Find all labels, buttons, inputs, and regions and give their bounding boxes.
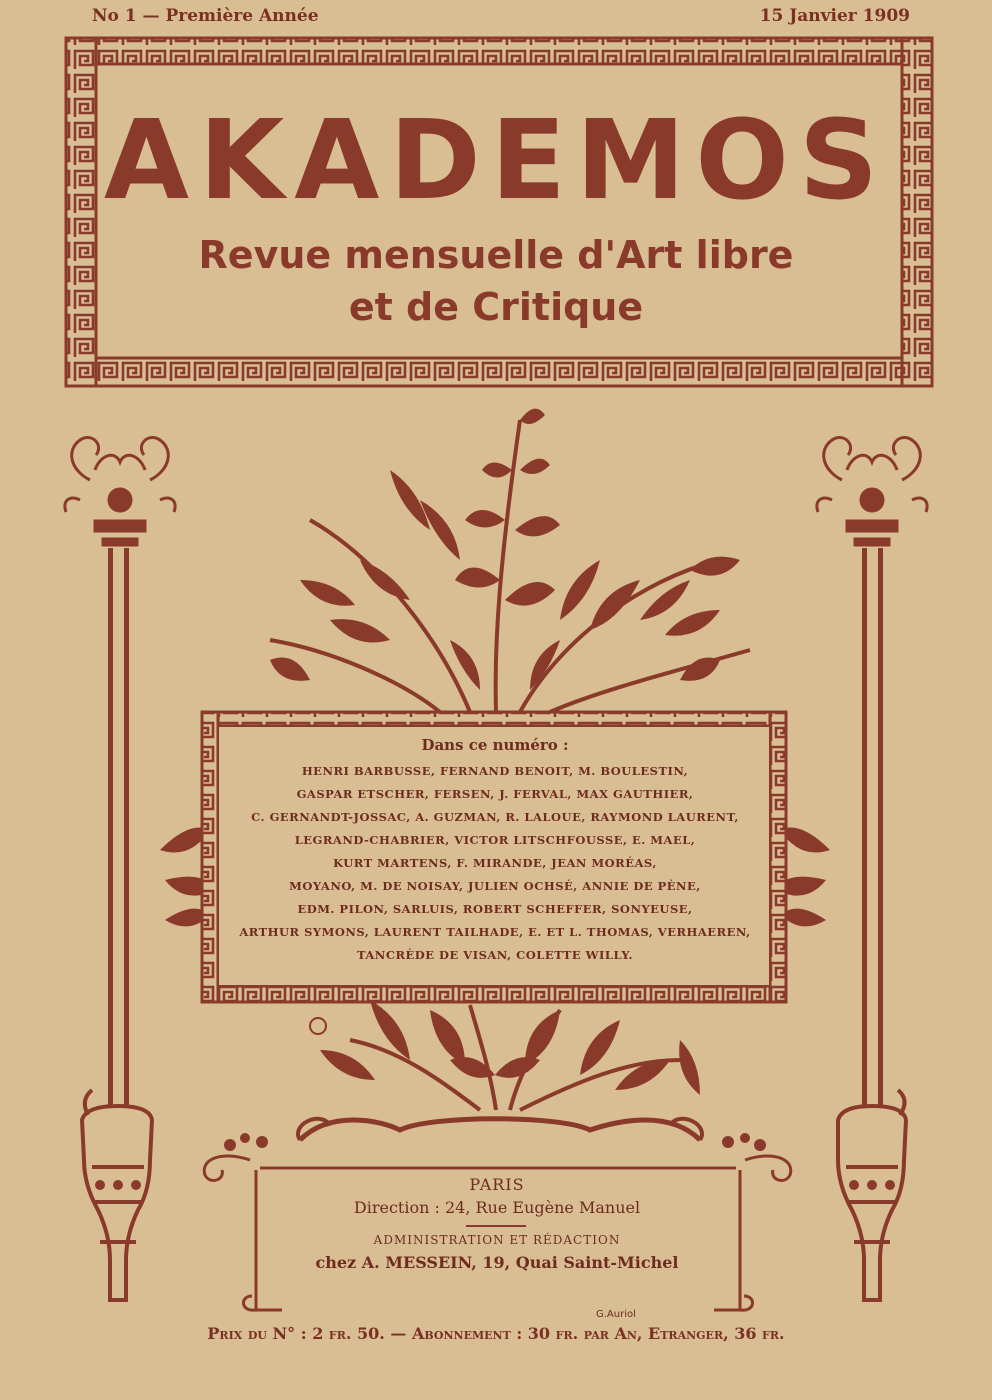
magazine-subtitle-line2: et de Critique xyxy=(348,285,644,329)
magazine-title: AKADEMOS xyxy=(103,96,889,224)
contributors-line: ARTHUR SYMONS, LAURENT TAILHADE, E. ET L. THOMAS, VERHAEREN, xyxy=(239,925,751,939)
magazine-subtitle-line1: Revue mensuelle d'Art libre xyxy=(198,233,794,277)
contributors-line: HENRI BARBUSSE, FERNAND BENOIT, M. BOULESTIN, xyxy=(301,764,689,778)
issue-date: 15 Janvier 1909 xyxy=(759,6,910,26)
right-column-ornament xyxy=(776,438,927,1300)
artist-signature: G.Auriol xyxy=(596,1309,636,1320)
contributors-line: GASPAR ETSCHER, FERSEN, J. FERVAL, MAX GAUTHIER, xyxy=(296,787,694,801)
laurel-bouquet xyxy=(270,409,750,712)
contributors-line: MOYANO, M. DE NOISAY, JULIEN OCHSÉ, ANNIE DE PÈNE, xyxy=(289,879,701,893)
imprint-direction: Direction : 24, Rue Eugène Manuel xyxy=(353,1198,641,1217)
issue-number: No 1 — Première Année xyxy=(92,6,319,26)
imprint-admin: ADMINISTRATION ET RÉDACTION xyxy=(373,1233,621,1247)
contributors-line: LEGRAND-CHABRIER, VICTOR LITSCHFOUSSE, E. MAEL, xyxy=(294,833,696,847)
contributors-line: C. GERNANDT-JOSSAC, A. GUZMAN, R. LALOUE, RAYMOND LAURENT, xyxy=(251,810,739,824)
left-column-ornament xyxy=(65,438,215,1300)
contributors-line: TANCRÈDE DE VISAN, COLETTE WILLY. xyxy=(356,948,634,962)
contributors-line: EDM. PILON, SARLUIS, ROBERT SCHEFFER, SONYEUSE, xyxy=(297,902,693,916)
imprint-publisher: chez A. MESSEIN, 19, Quai Saint-Michel xyxy=(315,1253,679,1272)
contents-heading: Dans ce numéro : xyxy=(421,736,569,754)
imprint-city: PARIS xyxy=(469,1175,525,1194)
contributors-line: KURT MARTENS, F. MIRANDE, JEAN MORÉAS, xyxy=(333,856,657,870)
price-line: Prix du N° : 2 fr. 50. — Abonnement : 30 fr. par An, Etranger, 36 fr. xyxy=(207,1324,785,1343)
contents-box xyxy=(215,718,775,984)
